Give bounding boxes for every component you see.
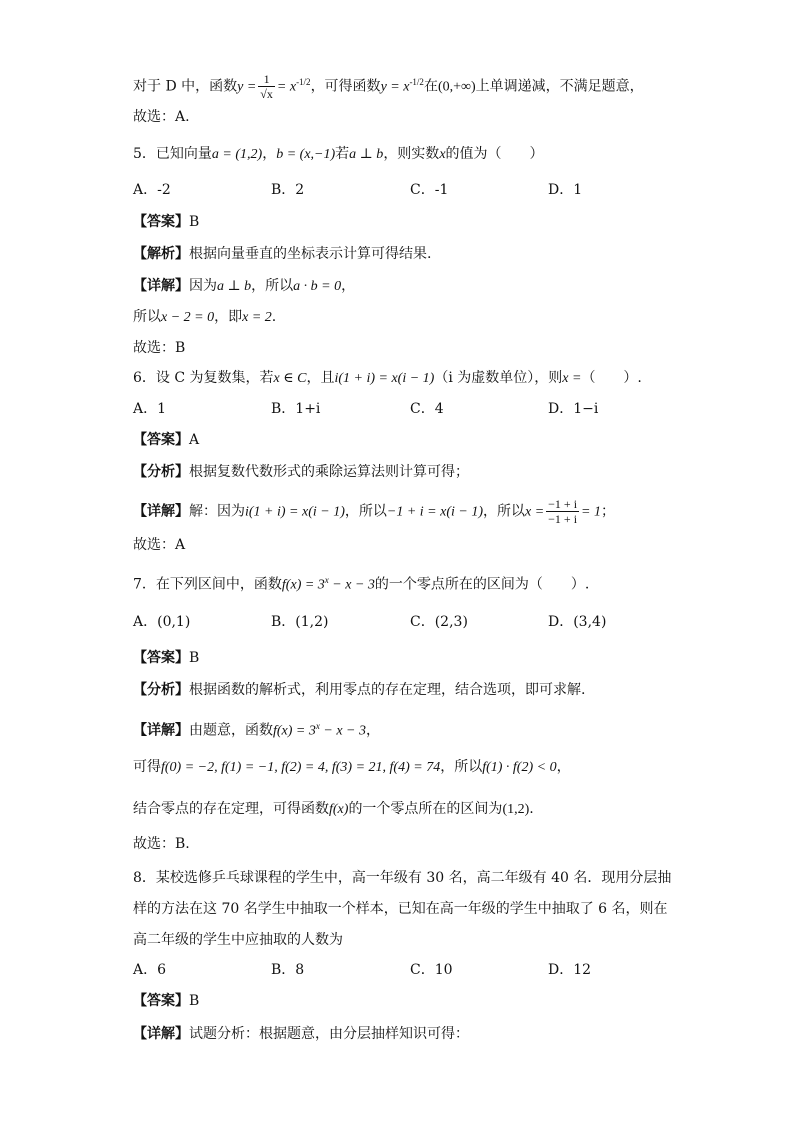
q5-analysis xyxy=(133,244,431,264)
q8-option-b: B．8 xyxy=(271,962,305,978)
text: ，且 xyxy=(306,370,335,386)
exponent: -1/2 xyxy=(296,77,311,87)
answer-value: B xyxy=(189,993,200,1009)
q8-stem-line3: 高二年级的学生中应抽取的人数为 xyxy=(133,932,343,948)
q8-detail xyxy=(133,1024,469,1044)
q7-stem xyxy=(133,570,589,596)
formula: f(0) = −2, f(1) = −1, f(2) = 4, f(3) = 21, f(4) = 74 xyxy=(161,760,441,775)
formula: f(x) = 3 xyxy=(281,577,325,593)
formula: x ∈ C xyxy=(273,371,307,386)
q8-option-a: A．6 xyxy=(133,962,167,978)
formula: x = 2 xyxy=(242,310,272,325)
text: ， xyxy=(341,278,356,294)
exponent: x xyxy=(315,721,320,731)
numerator: 1 xyxy=(258,72,275,87)
text: 6．设 C 为复数集，若 xyxy=(133,370,274,386)
q5-stem xyxy=(133,144,544,165)
formula: − x − 3 xyxy=(319,723,366,739)
q8-answer xyxy=(133,991,199,1011)
q5-answer xyxy=(133,212,199,232)
q7-detail-line3 xyxy=(133,799,534,820)
formula: i(1 + i) = x(i − 1) xyxy=(334,371,435,386)
formula: −1 + i = x(i − 1) xyxy=(386,504,483,520)
text: 的一个零点所在的区间为 xyxy=(348,801,503,817)
analysis-text: 根据向量垂直的坐标表示计算可得结果. xyxy=(189,246,432,262)
detail-text: 试题分析：根据题意，由分层抽样知识可得： xyxy=(189,1026,469,1042)
answer-tag: 【答案】 xyxy=(133,214,189,230)
q7-detail-line2 xyxy=(133,757,571,778)
text: ，即 xyxy=(214,309,243,325)
detail-tag: 【详解】 xyxy=(133,278,189,294)
fraction xyxy=(546,497,579,526)
text: . xyxy=(529,801,534,817)
answer-value: A xyxy=(189,432,200,448)
text: 5．已知向量 xyxy=(133,146,212,162)
text: 的值为（ ） xyxy=(445,146,544,162)
formula: f(1) · f(2) < 0 xyxy=(482,760,557,775)
formula: a ⊥ b xyxy=(349,147,384,162)
text: ，所以 xyxy=(251,278,294,294)
text: 7．在下列区间中，函数 xyxy=(133,576,282,593)
q8-option-c: C．10 xyxy=(410,962,453,978)
q6-answer xyxy=(133,430,199,450)
formula: f(x) = 3 xyxy=(273,723,316,739)
text: ，可得函数 xyxy=(310,78,381,95)
q6-option-b: B．1+i xyxy=(271,401,321,417)
text: （ ）. xyxy=(581,370,642,386)
q8-stem-line1: 8．某校选修乒乓球课程的学生中，高一年级有 30 名，高二年级有 40 名．现用分层抽 xyxy=(133,870,672,886)
text: 所以 xyxy=(133,309,161,325)
q7-option-b: B．(1,2) xyxy=(271,614,329,630)
answer-value: B xyxy=(189,650,200,666)
q7-option-c: C．(2,3) xyxy=(410,614,468,630)
q5-option-a: A．-2 xyxy=(133,182,171,198)
detail-tag: 【详解】 xyxy=(133,503,189,520)
formula: y = x xyxy=(380,79,410,95)
denominator: √x xyxy=(260,87,273,102)
answer-value: B xyxy=(189,214,200,230)
text: ，所以 xyxy=(344,503,387,520)
text: ，所以 xyxy=(482,503,525,520)
detail-tag: 【详解】 xyxy=(133,1026,189,1042)
q7-detail xyxy=(133,716,380,742)
q5-option-b: B．2 xyxy=(271,182,305,198)
text: ； xyxy=(600,503,615,520)
exponent: -1/2 xyxy=(409,77,424,87)
analysis-text: 根据函数的解析式，利用零点的存在定理，结合选项，即可求解. xyxy=(189,682,586,698)
s0-line xyxy=(133,72,644,101)
formula: = x xyxy=(276,79,297,95)
formula: = 1 xyxy=(581,504,601,520)
text: ，所以 xyxy=(440,759,483,775)
formula: (0,+∞) xyxy=(437,79,476,95)
s0-conclusion: 故选：A. xyxy=(133,109,190,125)
q5-option-d: D．1 xyxy=(548,182,583,198)
q7-analysis xyxy=(133,680,585,700)
text: 若 xyxy=(335,146,350,162)
formula: a · b = 0 xyxy=(293,279,342,294)
text: （i 为虚数单位），则 xyxy=(434,370,563,386)
q6-option-d: D．1−i xyxy=(548,401,599,417)
formula: f(x) xyxy=(329,802,349,817)
text: 上单调递减，不满足题意， xyxy=(475,78,644,95)
q5-detail xyxy=(133,276,355,297)
text: ， xyxy=(262,146,277,162)
q6-option-c: C．4 xyxy=(410,401,444,417)
formula: x = xyxy=(562,371,582,386)
formula: y = xyxy=(237,79,257,95)
text: ，则实数 xyxy=(383,146,440,162)
text: 结合零点的存在定理，可得函数 xyxy=(133,801,329,817)
answer-tag: 【答案】 xyxy=(133,650,189,666)
q5-conclusion: 故选：B xyxy=(133,340,186,356)
text: 可得 xyxy=(133,759,161,775)
detail-tag: 【详解】 xyxy=(133,722,189,739)
formula: x − 2 = 0 xyxy=(161,310,215,325)
analysis-text: 根据复数代数形式的乘除运算法则计算可得； xyxy=(189,464,469,480)
text: 由题意，函数 xyxy=(189,722,273,739)
q7-conclusion: 故选：B. xyxy=(133,836,190,852)
answer-tag: 【答案】 xyxy=(133,432,189,448)
formula: i(1 + i) = x(i − 1) xyxy=(245,504,345,520)
denominator: −1 + i xyxy=(548,512,578,526)
text: 对于 D 中，函数 xyxy=(133,78,238,95)
formula: x xyxy=(439,147,446,162)
formula: x = xyxy=(524,504,545,520)
formula: a ⊥ b xyxy=(217,279,252,294)
q6-analysis xyxy=(133,462,469,482)
text: 解：因为 xyxy=(189,503,245,520)
q5-detail-line2 xyxy=(133,307,276,328)
formula: a = (1,2) xyxy=(211,147,263,162)
q5-option-c: C．-1 xyxy=(410,182,449,198)
analysis-tag: 【解析】 xyxy=(133,246,189,262)
exponent: x xyxy=(324,575,329,585)
q6-stem xyxy=(133,368,642,389)
q7-answer xyxy=(133,648,199,668)
answer-tag: 【答案】 xyxy=(133,993,189,1009)
formula: − x − 3 xyxy=(328,577,375,593)
text: ， xyxy=(556,759,571,775)
text: 的一个零点所在的区间为（ ）. xyxy=(374,576,590,593)
fraction xyxy=(258,72,275,101)
formula: (1,2) xyxy=(502,802,530,817)
q6-conclusion: 故选：A xyxy=(133,537,186,553)
q8-option-d: D．12 xyxy=(548,962,592,978)
q7-option-d: D．(3,4) xyxy=(548,614,607,630)
analysis-tag: 【分析】 xyxy=(133,464,189,480)
text: . xyxy=(271,309,277,325)
formula: b = (x,−1) xyxy=(276,147,336,162)
q6-detail xyxy=(133,497,615,526)
q7-option-a: A．(0,1) xyxy=(133,614,191,630)
numerator: −1 + i xyxy=(548,497,578,511)
text: 因为 xyxy=(189,278,217,294)
q6-option-a: A．1 xyxy=(133,401,167,417)
q8-stem-line2: 样的方法在这 70 名学生中抽取一个样本，已知在高一年级的学生中抽取了 6 名，则在 xyxy=(133,901,668,917)
analysis-tag: 【分析】 xyxy=(133,682,189,698)
text: ， xyxy=(365,722,380,739)
text: 在 xyxy=(423,78,438,95)
